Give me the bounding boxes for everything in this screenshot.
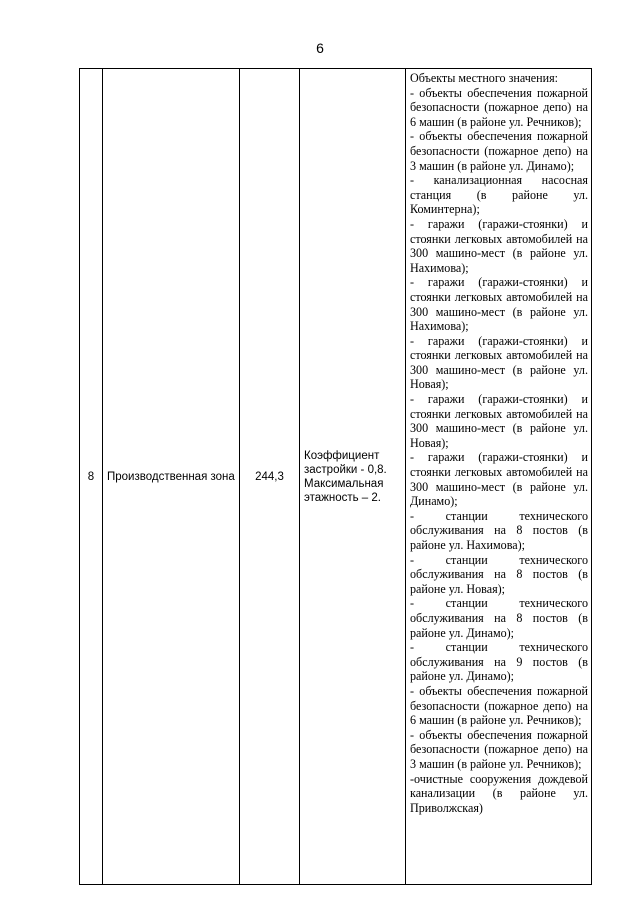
zone-area-cell: 244,3 xyxy=(240,69,300,885)
object-item: - объекты обеспечения пожарной безопасности (пожарное депо) на 6 машин (в районе ул. Речников); xyxy=(410,85,588,129)
row-number-cell: 8 xyxy=(80,69,103,885)
zone-name-cell: Производственная зона xyxy=(103,69,240,885)
object-item: - станции технического обслуживания на 8 постов (в районе ул. Новая); xyxy=(410,552,588,596)
object-item: - станции технического обслуживания на 8 постов (в районе ул. Динамо); xyxy=(410,596,588,640)
object-item: - канализационная насосная станция (в районе ул. Коминтерна); xyxy=(410,173,588,217)
object-item: - станции технического обслуживания на 9 постов (в районе ул. Динамо); xyxy=(410,640,588,684)
object-item: - объекты обеспечения пожарной безопасности (пожарное депо) на 3 машин (в районе ул. Речников); xyxy=(410,727,588,771)
object-item: - объекты обеспечения пожарной безопасности (пожарное депо) на 6 машин (в районе ул. Речников); xyxy=(410,683,588,728)
objects-title: Объекты местного значения: xyxy=(410,71,559,85)
page-number: 6 xyxy=(316,40,324,56)
object-item: - гаражи (гаражи-стоянки) и стоянки легковых автомобилей на 300 машино-мест (в районе ул. Динамо); xyxy=(410,450,588,509)
table-row xyxy=(80,69,592,885)
object-item: - станции технического обслуживания на 8 постов (в районе ул. Нахимова); xyxy=(410,508,588,552)
zone-parameters-cell: Коэффициент застройки - 0,8. Максимальная этажность – 2. xyxy=(300,69,406,885)
object-item: - гаражи (гаражи-стоянки) и стоянки легковых автомобилей на 300 машино-мест (в районе ул. Новая); xyxy=(410,392,588,450)
local-objects-cell xyxy=(406,69,592,885)
object-item: - гаражи (гаражи-стоянки) и стоянки легковых автомобилей на 300 машино-мест (в районе ул. Нахимова); xyxy=(410,275,588,334)
object-item: -очистные сооружения дождевой канализации (в районе ул. Приволжская) xyxy=(410,771,588,815)
object-item: - объекты обеспечения пожарной безопасности (пожарное депо) на 3 машин (в районе ул. Динамо); xyxy=(410,129,588,173)
object-item: - гаражи (гаражи-стоянки) и стоянки легковых автомобилей на 300 машино-мест (в районе ул. Нахимова); xyxy=(410,216,588,275)
object-item: - гаражи (гаражи-стоянки) и стоянки легковых автомобилей на 300 машино-мест (в районе ул. Новая); xyxy=(410,333,588,392)
zones-table xyxy=(79,68,592,885)
